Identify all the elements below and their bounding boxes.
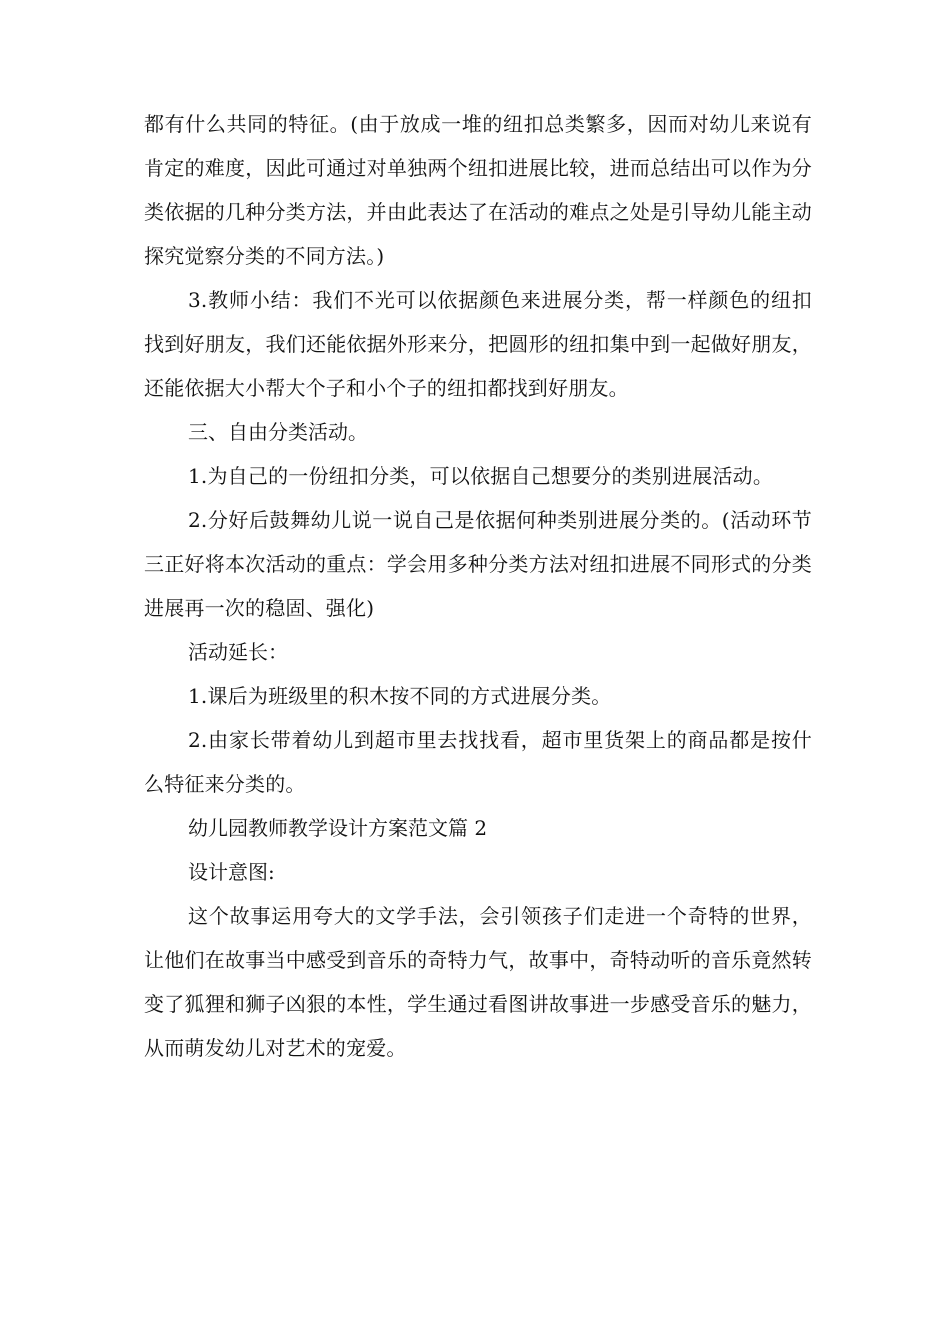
section-heading-activity-extension: 活动延长： [188,640,288,664]
paragraph-encourage-explain: 2.分好后鼓舞幼儿说一说自己是依据何种类别进展分类的。(活动环节三正好将本次活动的重点：学会用多种分类方法对纽扣进展不同形式的分类进展再一次的稳固、强化) [144,508,812,620]
article-title-part-2: 幼儿园教师教学设计方案范文篇 2 [188,816,488,840]
paragraph-story-description: 这个故事运用夸大的文学手法，会引领孩子们走进一个奇特的世界，让他们在故事当中感受到音乐的奇特力气，故事中，奇特动听的音乐竟然转变了狐狸和狮子凶狠的本性，学生通过看图讲故事进一步感受音乐的魅力，从而萌发幼儿对艺术的宠爱。 [144,904,812,1060]
section-heading-design-intent: 设计意图: [188,860,275,884]
document-body [144,102,812,1070]
paragraph-supermarket-visit: 2.由家长带着幼儿到超市里去找找看，超市里货架上的商品都是按什么特征来分类的。 [144,728,812,796]
paragraph-teacher-summary: 3.教师小结：我们不光可以依据颜色来进展分类，帮一样颜色的纽扣找到好朋友，我们还能依据外形来分，把圆形的纽扣集中到一起做好朋友，还能依据大小帮大个子和小个子的纽扣都找到好朋友。 [144,288,812,400]
paragraph-features-continuation: 都有什么共同的特征。(由于放成一堆的纽扣总类繁多，因而对幼儿来说有肯定的难度，因此可通过对单独两个纽扣进展比较，进而总结出可以作为分类依据的几种分类方法，并由此表达了在活动的难点之处是引导幼儿能主动探究觉察分类的不同方法。) [144,112,812,268]
section-heading-free-sorting: 三、自由分类活动。 [188,420,368,444]
paragraph-sort-own-buttons: 1.为自己的一份纽扣分类，可以依据自己想要分的类别进展活动。 [188,464,774,488]
paragraph-classroom-blocks: 1.课后为班级里的积木按不同的方式进展分类。 [188,684,612,708]
